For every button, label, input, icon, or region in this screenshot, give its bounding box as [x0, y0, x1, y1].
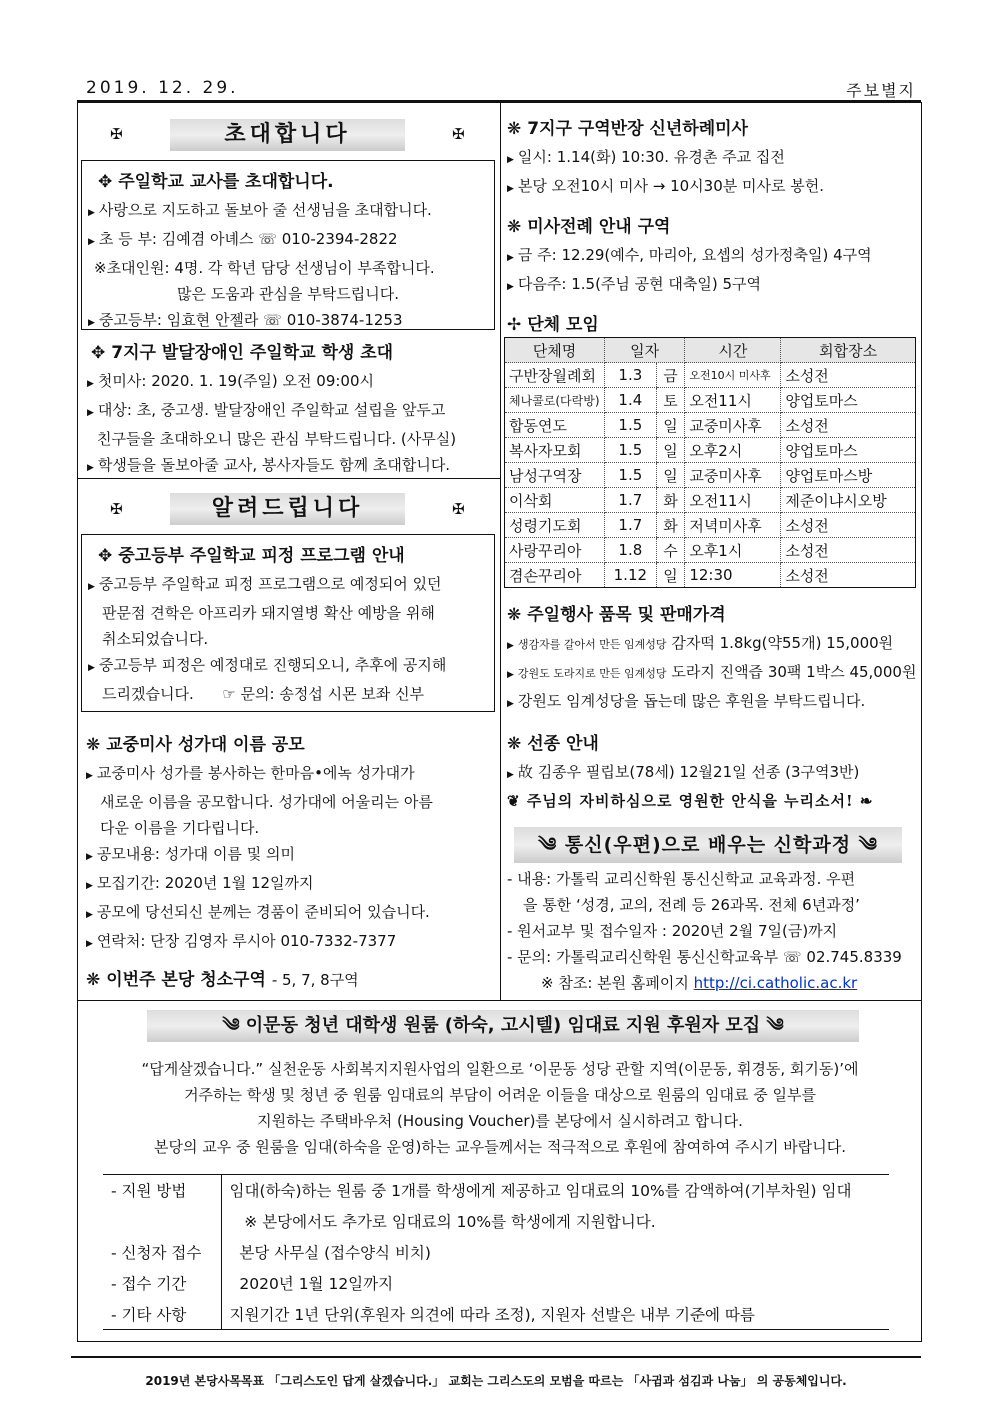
text-line: 첫미사: 2020. 1. 19(주일) 오전 09:00시 — [97, 372, 375, 390]
table-cell: 소성전 — [781, 413, 916, 438]
disabled-invite: ✥ 7지구 발달장애인 주일학교 학생 초대 ▶ 첫미사: 2020. 1. 19(주일) 오전 09:00시 ▶ 대상: 초, 중고생. 발달장애인 주일학교 설립을 앞두고 친구들을 초대하오니 많은 관심 부탁드립니다. (사무실) ▶ 학생들을 돌보아줄 교사, 봉사자들도 함께 초대합니다. — [87, 343, 457, 474]
item-note: 강원도 도라지로 만든 임계성당 — [517, 667, 667, 680]
table-cell: 일 — [656, 413, 685, 438]
table-cell: 12:30 — [685, 563, 781, 588]
table-cell: 금 — [656, 363, 685, 388]
section-title: 7지구 발달장애인 주일학교 학생 초대 — [111, 343, 394, 363]
compass-icon: ✥ — [91, 343, 106, 363]
table-cell: 토 — [656, 388, 685, 413]
table-cell: - 신청자 접수 — [103, 1237, 221, 1268]
ornament-icon: ༄ — [222, 1015, 246, 1036]
cross-icon: ✠ — [110, 125, 123, 143]
section-title: 7지구 구역반장 신년하례미사 — [527, 119, 748, 139]
retreat-box: ✥ 중고등부 주일학교 피정 프로그램 안내 ▶ 중고등부 주일학교 피정 프로그램으로 예정되어 있던 판문점 견학은 아프리카 돼지열병 확산 예방을 위해 취소되었습니다. ▶ 중고등부 피정은 예정대로 진행되오니, 추후에 공지해 드리겠습니다. ☞ 문의: 송정섭 시몬 보좌 신부 — [81, 534, 495, 712]
table-cell: 1.5 — [605, 438, 657, 463]
column-header: 단체명 — [505, 338, 605, 363]
table-cell: - 기타 사항 — [103, 1299, 221, 1330]
divider — [77, 478, 500, 479]
table-cell: 소성전 — [781, 563, 916, 588]
footer-motto: 2019년 본당사목목표 「그리스도인 답게 살겠습니다.」 교회는 그리스도의 모범을 따르는 「사귐과 섬김과 나눔」 의 공동체입니다. — [145, 1374, 847, 1388]
table-cell: 복사자모회 — [505, 438, 605, 463]
table-cell: 교중미사후 — [685, 463, 781, 488]
text-line: 취소되었습니다. — [102, 630, 209, 648]
text-line: 중고등부 주일학교 피정 프로그램으로 예정되어 있던 — [98, 575, 442, 593]
table-row — [505, 463, 916, 488]
bulletin-title: 주보별지 — [846, 81, 916, 100]
star-icon: ✢ — [507, 315, 522, 335]
text-line: 다음주: 1.5(주님 공현 대축일) 5구역 — [517, 275, 762, 293]
table-cell: 1.7 — [605, 513, 657, 538]
reference-label: ※ 참조: 본원 홈페이지 — [541, 974, 689, 992]
text-line: 본당의 교우 중 원룸을 임대(하숙을 운영)하는 교우들께서는 적극적으로 후원에 참여하여 주시기 바랍니다. — [154, 1138, 846, 1156]
homepage-link[interactable]: http://ci.catholic.ac.kr — [693, 974, 858, 992]
lily-icon: ❧ — [859, 792, 874, 810]
table-cell: 1.8 — [605, 538, 657, 563]
table-cell: 오후1시 — [685, 538, 781, 563]
text-line: 강원도 임계성당을 돕는데 많은 후원을 부탁드립니다. — [517, 692, 866, 710]
section-title: 교중미사 성가대 이름 공모 — [106, 735, 305, 755]
table-cell: 일 — [656, 563, 685, 588]
section-title: 주일학교 교사를 초대합니다. — [118, 172, 334, 192]
sparkle-icon: ❋ — [507, 734, 522, 754]
table-cell: 양업토마스 — [781, 388, 916, 413]
table-cell: 1.12 — [605, 563, 657, 588]
sparkle-icon: ❋ — [507, 119, 522, 139]
table-cell: 오전10시 미사후 — [685, 363, 781, 388]
table-cell: 합동연도 — [505, 413, 605, 438]
table-cell: 소성전 — [781, 538, 916, 563]
notice-banner: 알려드립니다 — [170, 493, 405, 525]
text-line: 모집기간: 2020년 1월 12일까지 — [96, 874, 314, 892]
table-cell: 소성전 — [781, 363, 916, 388]
text-line: ※초대인원: 4명. 각 학년 담당 선생님이 부족합니다. — [94, 259, 435, 277]
sparkle-icon: ❋ — [86, 735, 101, 755]
text-line: 지원하는 주택바우처 (Housing Voucher)를 본당에서 실시하려고 합니다. — [257, 1112, 743, 1130]
housing-conditions-table — [103, 1174, 889, 1330]
compass-icon: ✥ — [98, 172, 113, 192]
table-cell: 오후2시 — [685, 438, 781, 463]
text-line: 거주하는 학생 및 청년 중 원룸 임대료의 부담이 어려운 이들을 대상으로 원룸의 임대료 중 일부를 — [184, 1086, 816, 1104]
item-price: 감자떡 1.8kg(약55개) 15,000원 — [671, 634, 894, 652]
table-cell: 이삭회 — [505, 488, 605, 513]
text-line: 故 김종우 필립보(78세) 12월21일 선종 (3구역3반) — [517, 763, 860, 781]
table-cell: 구반장월례회 — [505, 363, 605, 388]
section-title: 주일행사 품목 및 판매가격 — [527, 605, 726, 625]
table-cell: 양업토마스 — [781, 438, 916, 463]
table-header — [505, 338, 916, 363]
table-cell: 화 — [656, 513, 685, 538]
cleaning-areas: - 5, 7, 8구역 — [271, 971, 359, 989]
text-line: 대상: 초, 중고생. 발달장애인 주일학교 설립을 앞두고 — [97, 401, 446, 419]
footer-rule — [71, 1356, 921, 1358]
table-row — [103, 1206, 889, 1237]
table-cell — [103, 1206, 221, 1237]
cross-icon: ✠ — [452, 500, 465, 518]
ornament-icon: ༄ — [851, 834, 878, 856]
table-cell: 교중미사후 — [685, 413, 781, 438]
table-row — [103, 1299, 889, 1330]
text-line: 판문점 견학은 아프리카 돼지열병 확산 예방을 위해 — [102, 604, 435, 622]
table-cell: 1.3 — [605, 363, 657, 388]
section-title: 단체 모임 — [527, 315, 599, 335]
table-cell: 사랑꾸리아 — [505, 538, 605, 563]
text-line: - 문의: 가톨릭교리신학원 통신신학교육부 ☏ 02.745.8339 — [507, 948, 902, 966]
table-row — [103, 1268, 889, 1299]
table-row — [505, 363, 916, 388]
lily-icon: ❦ — [507, 792, 521, 810]
table-cell: 일 — [656, 438, 685, 463]
text-line: “답게살겠습니다.” 실천운동 사회복지지원사업의 일환으로 ‘이문동 성당 관할 지역(이문동, 휘경동, 회기동)’에 — [141, 1060, 859, 1078]
text-line: 공모내용: 성가대 이름 및 의미 — [96, 845, 295, 863]
section-title: 중고등부 주일학교 피정 프로그램 안내 — [118, 546, 405, 566]
table-cell: 수 — [656, 538, 685, 563]
table-row — [505, 438, 916, 463]
text-line: 많은 도움과 관심을 부탁드립니다. — [177, 285, 399, 303]
table-cell: 1.5 — [605, 413, 657, 438]
text-line: 교중미사 성가를 봉사하는 한마음•에녹 성가대가 — [96, 764, 415, 782]
table-cell: 2020년 1월 12일까지 — [229, 1275, 394, 1293]
table-row — [103, 1175, 889, 1206]
table-row — [505, 388, 916, 413]
table-cell: - 접수 기간 — [103, 1268, 221, 1299]
table-cell: 겸손꾸리아 — [505, 563, 605, 588]
table-cell: 일 — [656, 463, 685, 488]
banner-text: 통신(우편)으로 배우는 신학과정 — [564, 834, 852, 856]
text-line: 본당 오전10시 미사 → 10시30분 미사로 봉헌. — [517, 177, 824, 195]
teacher-invite-box: ✥ 주일학교 교사를 초대합니다. ▶ 사랑으로 지도하고 돌보아 줄 선생님을 초대합니다. ▶ 초 등 부: 김예겸 아녜스 ☏ 010-2394-2822 ※초대인원: 4명. 각 학년 담당 선생님이 부족합니다. 많은 도움과 관심을 부탁드립니다. ▶ 중고등부: 임효현 안젤라 ☏ 010-3874-1253 — [81, 160, 495, 330]
table-cell: 임대(하숙)하는 원룸 중 1개를 학생에게 제공하고 임대료의 10%를 감액하여(기부차원) 임대 — [229, 1182, 852, 1201]
text-line: - 원서교부 및 접수일자 : 2020년 2월 7일(금)까지 — [507, 922, 838, 940]
table-cell: 소성전 — [781, 513, 916, 538]
table-cell: 1.5 — [605, 463, 657, 488]
table-cell: 본당 사무실 (접수양식 비치) — [229, 1244, 431, 1262]
table-cell: 1.4 — [605, 388, 657, 413]
table-cell: 오전11시 — [685, 388, 781, 413]
table-cell: 오전11시 — [685, 488, 781, 513]
ornament-icon: ༄ — [760, 1015, 784, 1036]
table-row — [103, 1237, 889, 1268]
sale-section: ❋ 주일행사 품목 및 판매가격 ▶ 생감자를 갈아서 만든 임계성당 감자떡 1.8kg(약55개) 15,000원 ▶ 강원도 도라지로 만든 임계성당 도라지 진액즙 30팩 1박스 45,000원 ▶ 강원도 임계성당을 돕는데 많은 후원을 부탁드립니다. ❋ 선종 안내 ▶ 故 김종우 필립보(78세) 12월21일 선종 (3구역3반) ❦ 주님의 자비하심으로 영원한 안식을 누리소서! ❧ — [507, 605, 917, 810]
housing-paragraph — [85, 1056, 915, 1160]
table-cell: 남성구역장 — [505, 463, 605, 488]
text-line: 사랑으로 지도하고 돌보아 줄 선생님을 초대합니다. — [98, 201, 432, 219]
column-divider — [500, 102, 501, 1000]
cross-icon: ✠ — [452, 125, 465, 143]
section-title: 미사전례 안내 구역 — [527, 217, 671, 237]
theology-section — [507, 866, 902, 996]
newyear-section: ❋ 7지구 구역반장 신년하례미사 ▶ 일시: 1.14(화) 10:30. 유경촌 주교 집전 ▶ 본당 오전10시 미사 → 10시30분 미사로 봉헌. ❋ 미사전례 안내 구역 ▶ 금 주: 12.29(예수, 마리아, 요셉의 성가정축일) 4구역 ▶ 다음주: 1.5(주님 공현 대축일) 5구역 ✢ 단체 모임 — [507, 119, 872, 335]
text-line: 공모에 당선되신 분께는 경품이 준비되어 있습니다. — [96, 903, 430, 921]
banner-text: 이문동 청년 대학생 원룸 (하숙, 고시텔) 임대료 지원 후원자 모집 — [245, 1015, 761, 1036]
column-header: 회합장소 — [781, 338, 916, 363]
table-row — [505, 513, 916, 538]
text-line: 다운 이름을 기다립니다. — [100, 819, 260, 837]
theology-banner — [514, 827, 902, 863]
table-row — [505, 488, 916, 513]
table-cell: 1.7 — [605, 488, 657, 513]
text-line: 일시: 1.14(화) 10:30. 유경촌 주교 집전 — [517, 148, 785, 166]
table-cell: 성령기도회 — [505, 513, 605, 538]
group-schedule-table — [504, 337, 916, 588]
choir-section: ❋ 교중미사 성가대 이름 공모 ▶ 교중미사 성가를 봉사하는 한마음•에녹 성가대가 새로운 이름을 공모합니다. 성가대에 어울리는 아름 다운 이름을 기다립니다. ▶ 공모내용: 성가대 이름 및 의미 ▶ 모집기간: 2020년 1월 12일까지 ▶ 공모에 당선되신 분께는 경품이 준비되어 있습니다. ▶ 연락처: 단장 김영자 루시아 010-7332-7377 ❋ 이번주 본당 청소구역 - 5, 7, 8구역 — [86, 735, 433, 990]
invite-banner: 초대합니다 — [170, 119, 405, 151]
text-line: 금 주: 12.29(예수, 마리아, 요셉의 성가정축일) 4구역 — [517, 246, 872, 264]
item-note: 생감자를 갈아서 만든 임계성당 — [517, 638, 667, 651]
sparkle-icon: ❋ — [86, 970, 101, 990]
table-cell: ※ 본당에서도 추가로 임대료의 10%를 학생에게 지원합니다. — [229, 1213, 656, 1231]
table-cell: 제준이냐시오방 — [781, 488, 916, 513]
text-line: 드리겠습니다. ☞ 문의: 송정섭 시몬 보좌 신부 — [102, 685, 425, 703]
text-line: 친구들을 초대하오니 많은 관심 부탁드립니다. (사무실) — [97, 430, 457, 448]
sparkle-icon: ❋ — [507, 605, 522, 625]
bulletin-date: 2019. 12. 29. — [86, 78, 239, 98]
text-line: - 내용: 가톨릭 교리신학원 통신신학교 교육과정. 우편 — [507, 870, 856, 888]
ornament-icon: ༄ — [538, 834, 565, 856]
table-cell: - 지원 방법 — [103, 1175, 221, 1206]
text-line: 새로운 이름을 공모합니다. 성가대에 어울리는 아름 — [100, 793, 433, 811]
table-cell: 양업토마스방 — [781, 463, 916, 488]
table-row — [505, 538, 916, 563]
table-row — [505, 413, 916, 438]
sparkle-icon: ❋ — [507, 217, 522, 237]
text-line: 초 등 부: 김예겸 아녜스 ☏ 010-2394-2822 — [98, 230, 398, 248]
column-header: 일자 — [605, 338, 685, 363]
table-cell: 화 — [656, 488, 685, 513]
cross-icon: ✠ — [110, 500, 123, 518]
table-row — [505, 563, 916, 588]
housing-banner — [147, 1010, 859, 1042]
text-line: 학생들을 돌보아줄 교사, 봉사자들도 함께 초대합니다. — [97, 456, 451, 474]
item-price: 도라지 진액즙 30팩 1박스 45,000원 — [671, 663, 917, 681]
cleaning-title: 이번주 본당 청소구역 — [106, 970, 266, 990]
table-cell: 지원기간 1년 단위(후원자 의견에 따라 조정), 지원자 선발은 내부 기준에 따름 — [229, 1305, 755, 1324]
prayer-text: 주님의 자비하심으로 영원한 안식을 누리소서! — [526, 792, 854, 810]
text-line: 을 통한 ‘성경, 교의, 전례 등 26과목. 전체 6년과정’ — [523, 896, 860, 914]
compass-icon: ✥ — [98, 546, 113, 566]
text-line: 연락처: 단장 김영자 루시아 010-7332-7377 — [96, 932, 397, 950]
column-header: 시간 — [685, 338, 781, 363]
text-line: 중고등부: 임효현 안젤라 ☏ 010-3874-1253 — [98, 311, 403, 329]
table-cell: 체나콜로(다락방) — [505, 388, 605, 413]
section-divider — [77, 1000, 922, 1001]
text-line: 중고등부 피정은 예정대로 진행되오니, 추후에 공지해 — [98, 656, 447, 674]
table-cell: 저녁미사후 — [685, 513, 781, 538]
section-title: 선종 안내 — [527, 734, 599, 754]
